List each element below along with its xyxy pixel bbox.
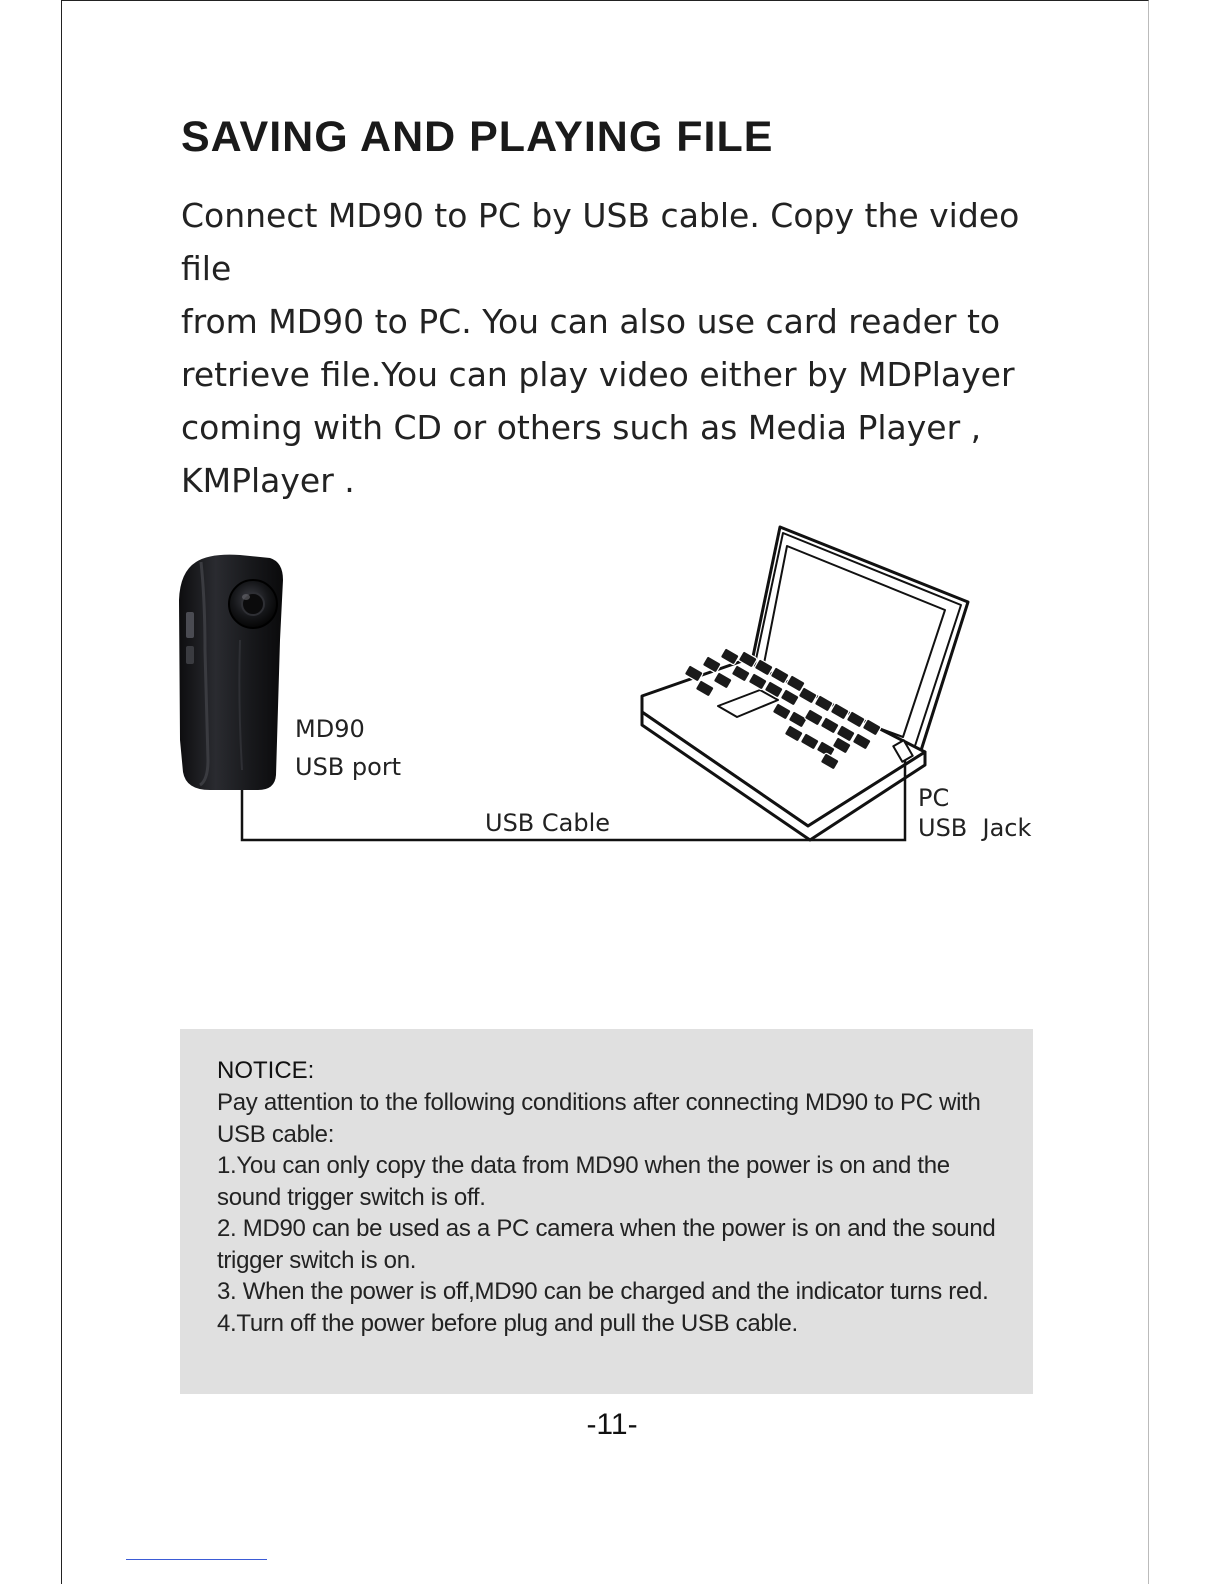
pc-port-label: USB Jack — [918, 814, 1032, 842]
intro-line: from MD90 to PC. You can also use card reader to — [181, 302, 1001, 341]
notice-intro: Pay attention to the following conditions after connecting MD90 to PC with USB cable: — [217, 1089, 981, 1148]
intro-line: KMPlayer . — [181, 461, 355, 500]
camera-port-label: USB port — [295, 753, 402, 781]
notice-title: NOTICE: — [217, 1057, 315, 1084]
intro-line: coming with CD or others such as Media Player , — [181, 408, 982, 447]
camera-illustration — [179, 555, 283, 790]
notice-item: 3. When the power is off,MD90 can be charged and the indicator turns red. — [217, 1278, 989, 1305]
notice-box — [180, 1029, 1033, 1394]
notice-item: 4.Turn off the power before plug and pull the USB cable. — [217, 1309, 798, 1337]
camera-label: MD90 — [295, 715, 365, 743]
page-number: -11- — [586, 1408, 638, 1441]
pc-label: PC — [918, 784, 950, 812]
notice-item: 2. MD90 can be used as a PC camera when the power is on and the sound trigger switch is on. — [217, 1215, 996, 1274]
intro-line: retrieve file.You can play video either by MDPlayer — [181, 355, 1015, 394]
page-title: SAVING AND PLAYING FILE — [181, 113, 774, 161]
intro-line: Connect MD90 to PC by USB cable. Copy the video file — [181, 196, 1020, 288]
cable-label: USB Cable — [485, 809, 611, 837]
footer-rule — [126, 1559, 267, 1560]
notice-item: 1.You can only copy the data from MD90 when the power is on and the sound trigger switch is off. — [217, 1152, 950, 1211]
